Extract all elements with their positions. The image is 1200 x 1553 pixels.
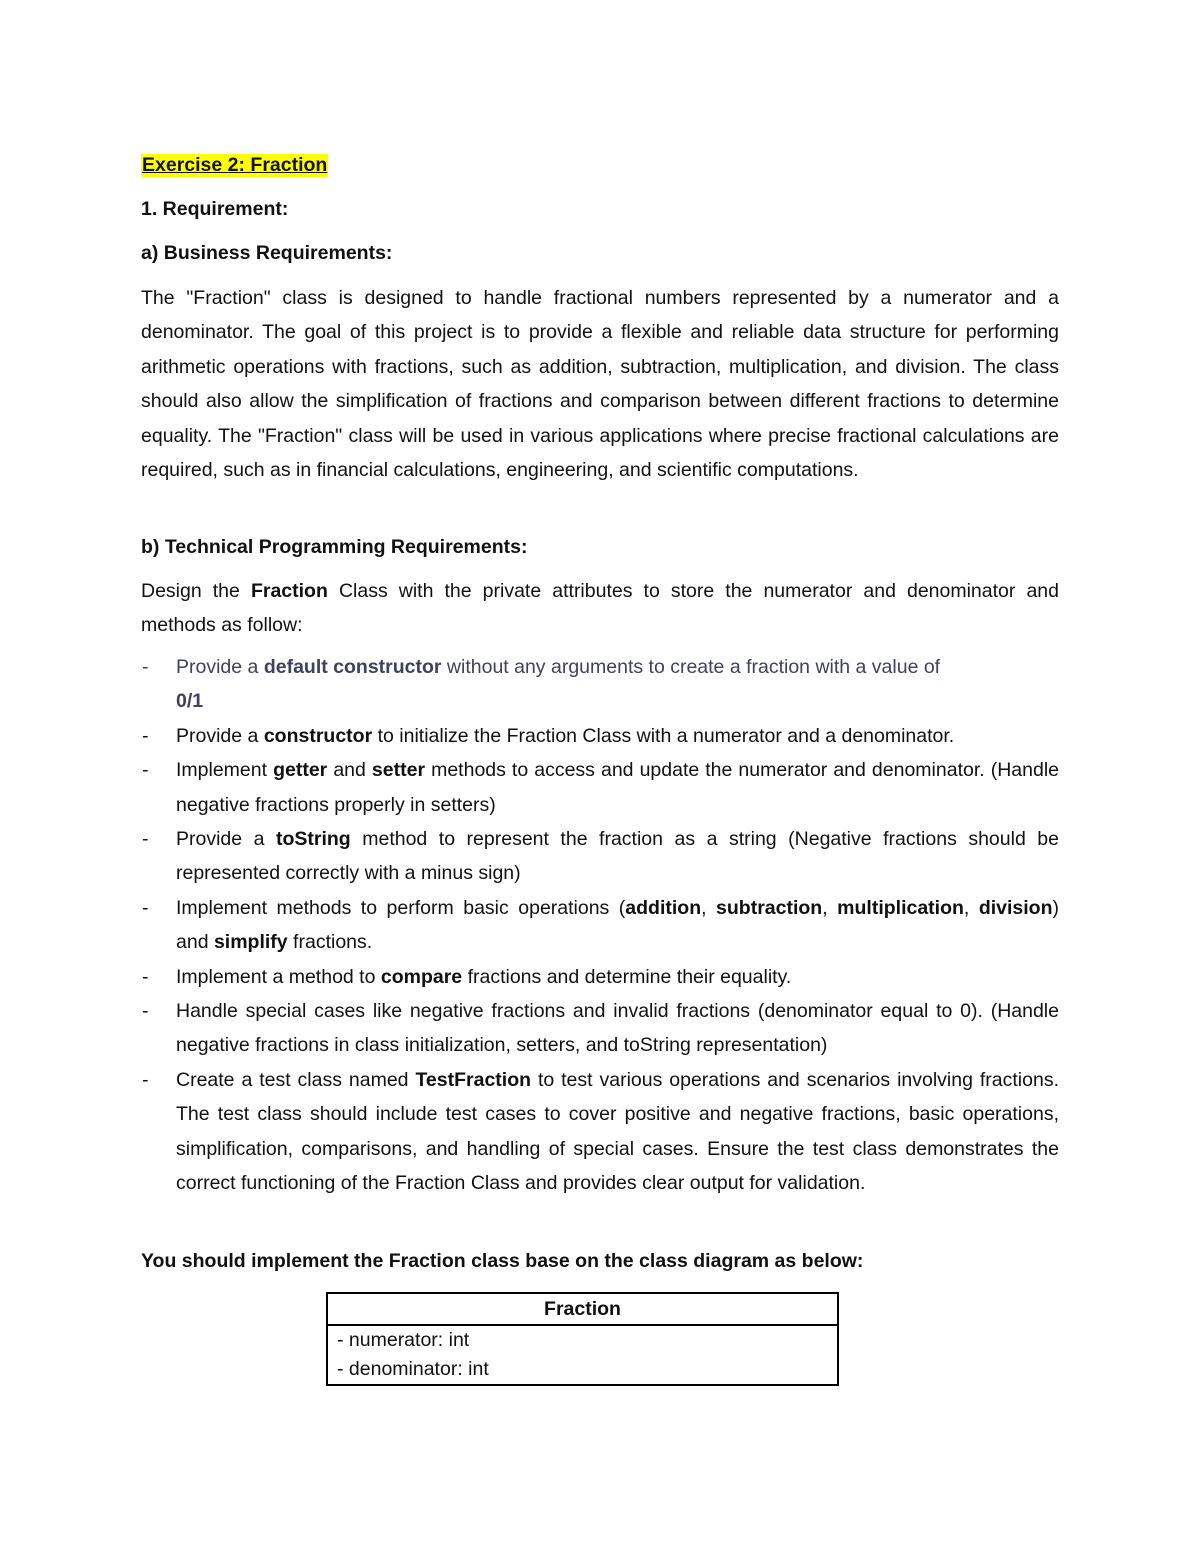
list-dash: - bbox=[142, 1068, 149, 1091]
list-dash: - bbox=[142, 759, 149, 782]
requirement-text-segment: ) and bbox=[176, 896, 1060, 954]
requirement-text-segment: simplify bbox=[213, 931, 288, 954]
requirement-item bbox=[141, 650, 1059, 719]
technical-requirements-heading: b) Technical Programming Requirements: bbox=[141, 536, 528, 558]
requirement-text-segment: , bbox=[963, 896, 979, 919]
exercise-title: Exercise 2: Fraction bbox=[142, 154, 328, 176]
requirement-text-segment: methods to access and update the numerator and denominator. (Handle negative fractions properly in setters) bbox=[176, 759, 1060, 816]
requirement-text-segment: constructor bbox=[263, 724, 373, 747]
requirement-text-segment: Provide a bbox=[176, 656, 264, 678]
requirement-text-segment: Handle special cases like negative fractions and invalid fractions (denominator equal to 0). (Handle negative fractions in class initialization, setters, and toString representation) bbox=[176, 1000, 1059, 1057]
requirement-item bbox=[141, 822, 1059, 891]
requirement-text-segment: and bbox=[327, 759, 372, 782]
list-dash: - bbox=[142, 965, 149, 988]
requirement-item bbox=[141, 994, 1059, 1063]
class-name: Fraction bbox=[328, 1294, 837, 1326]
requirements-list bbox=[141, 650, 1059, 1201]
requirement-text-segment: TestFraction bbox=[415, 1068, 532, 1091]
requirement-text-segment: , bbox=[822, 896, 838, 919]
requirement-text-segment: division bbox=[978, 896, 1053, 919]
requirement-text-segment: getter bbox=[273, 759, 328, 782]
requirement-item bbox=[141, 719, 1059, 753]
requirement-text-segment: without any arguments to create a fraction with a value of bbox=[441, 656, 941, 678]
requirement-text-segment: fractions and determine their equality. bbox=[462, 965, 792, 988]
requirement-text-segment: Implement bbox=[176, 759, 274, 782]
business-requirements-text: The "Fraction" class is designed to handle fractional numbers represented by a numerator and a denominator. The goal of this project is to provide a flexible and reliable data structure for performing arithmetic operations with fractions, such as addition, subtraction, multiplication, and division. The class should also allow the simplification of fractions and comparison between different fractions to determine equality. The "Fraction" class will be used in various applications where precise fractional calculations are required, such as in financial calculations, engineering, and scientific computations. bbox=[141, 287, 1059, 482]
class-attribute: - numerator: int bbox=[337, 1329, 470, 1351]
requirement-text-segment: Create a test class named bbox=[176, 1068, 416, 1091]
requirement-text-segment: multiplication bbox=[837, 896, 964, 919]
requirement-text-segment: 0/1 bbox=[176, 690, 204, 713]
requirement-text-segment: Provide a bbox=[176, 724, 264, 747]
design-intro: Design the Fraction Class with the private attributes to store the numerator and denominator and methods as follow: bbox=[141, 580, 1059, 637]
requirement-text-segment: addition bbox=[625, 896, 702, 919]
list-dash: - bbox=[142, 1000, 149, 1023]
requirement-text-segment: Implement a method to bbox=[176, 965, 381, 988]
requirement-text-segment: Implement methods to perform basic operations ( bbox=[176, 896, 626, 919]
requirement-item bbox=[141, 960, 1059, 994]
requirement-text-segment: Provide a bbox=[176, 828, 276, 851]
requirement-text-segment: default constructor bbox=[263, 656, 442, 678]
class-attribute: - denominator: int bbox=[337, 1358, 489, 1380]
requirement-text-segment: toString bbox=[275, 828, 351, 851]
requirement-item bbox=[141, 1063, 1059, 1201]
requirement-text-segment: method to represent the fraction as a string (Negative fractions should be represented correctly with a minus sign) bbox=[176, 828, 1059, 885]
requirement-text-segment: to test various operations and scenarios involving fractions. The test class should include test cases to cover positive and negative fractions, basic operations, simplification, comparisons, and handling of special cases. Ensure the test class demonstrates the correct functioning of the Fraction Class and provides clear output for validation. bbox=[176, 1068, 1059, 1195]
requirement-item bbox=[141, 891, 1059, 960]
requirement-text-segment: setter bbox=[371, 759, 426, 782]
business-requirements-heading: a) Business Requirements: bbox=[141, 242, 393, 264]
requirement-text-segment: fractions. bbox=[287, 931, 373, 954]
list-dash: - bbox=[142, 828, 149, 851]
requirement-item bbox=[141, 753, 1059, 822]
requirement-text-segment: subtraction bbox=[716, 896, 823, 919]
closing-instruction: You should implement the Fraction class base on the class diagram as below: bbox=[141, 1250, 864, 1272]
list-dash: - bbox=[142, 656, 149, 678]
requirement-text-segment: to initialize the Fraction Class with a numerator and a denominator. bbox=[372, 724, 955, 747]
requirement-text-segment: compare bbox=[380, 965, 463, 988]
section-heading: 1. Requirement: bbox=[141, 198, 289, 220]
requirement-text-segment: , bbox=[701, 896, 717, 919]
list-dash: - bbox=[142, 896, 149, 919]
list-dash: - bbox=[142, 724, 149, 747]
class-attributes bbox=[328, 1326, 837, 1384]
class-diagram bbox=[326, 1292, 839, 1386]
